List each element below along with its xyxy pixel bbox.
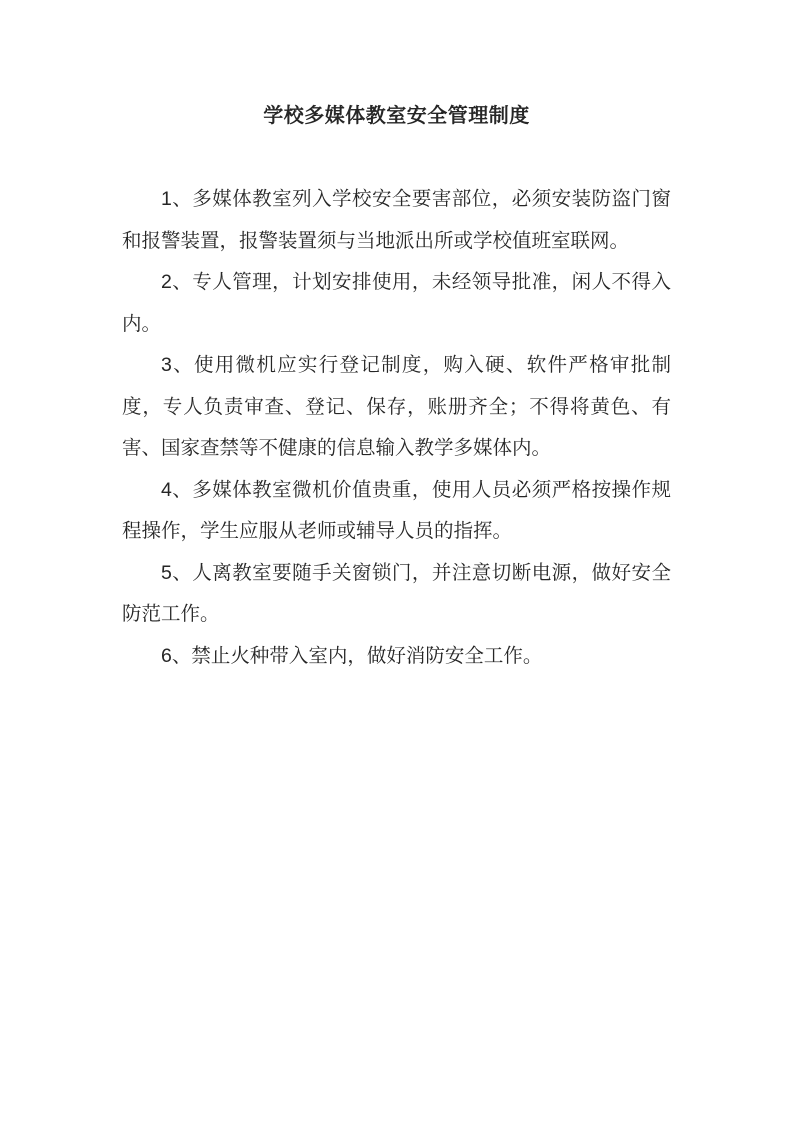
document-title: 学校多媒体教室安全管理制度 (263, 105, 530, 127)
paragraph-4: 4、多媒体教室微机价值贵重，使用人员必须严格按操作规程操作，学生应服从老师或辅导人员的指挥。 (122, 478, 671, 542)
paragraph-3: 3、使用微机应实行登记制度，购入硬、软件严格审批制度，专人负责审查、登记、保存，账册齐全；不得将黄色、有害、国家查禁等不健康的信息输入教学多媒体内。 (122, 354, 671, 459)
paragraph-5: 5、人离教室要随手关窗锁门，并注意切断电源，做好安全防范工作。 (122, 561, 671, 625)
paragraph-6: 6、禁止火种带入室内，做好消防安全工作。 (161, 644, 543, 667)
paragraph-2: 2、专人管理，计划安排使用，未经领导批准，闲人不得入内。 (122, 271, 671, 335)
paragraph-1: 1、多媒体教室列入学校安全要害部位，必须安装防盗门窗和报警装置，报警装置须与当地派出所或学校值班室联网。 (122, 188, 671, 252)
document-body (122, 179, 671, 677)
